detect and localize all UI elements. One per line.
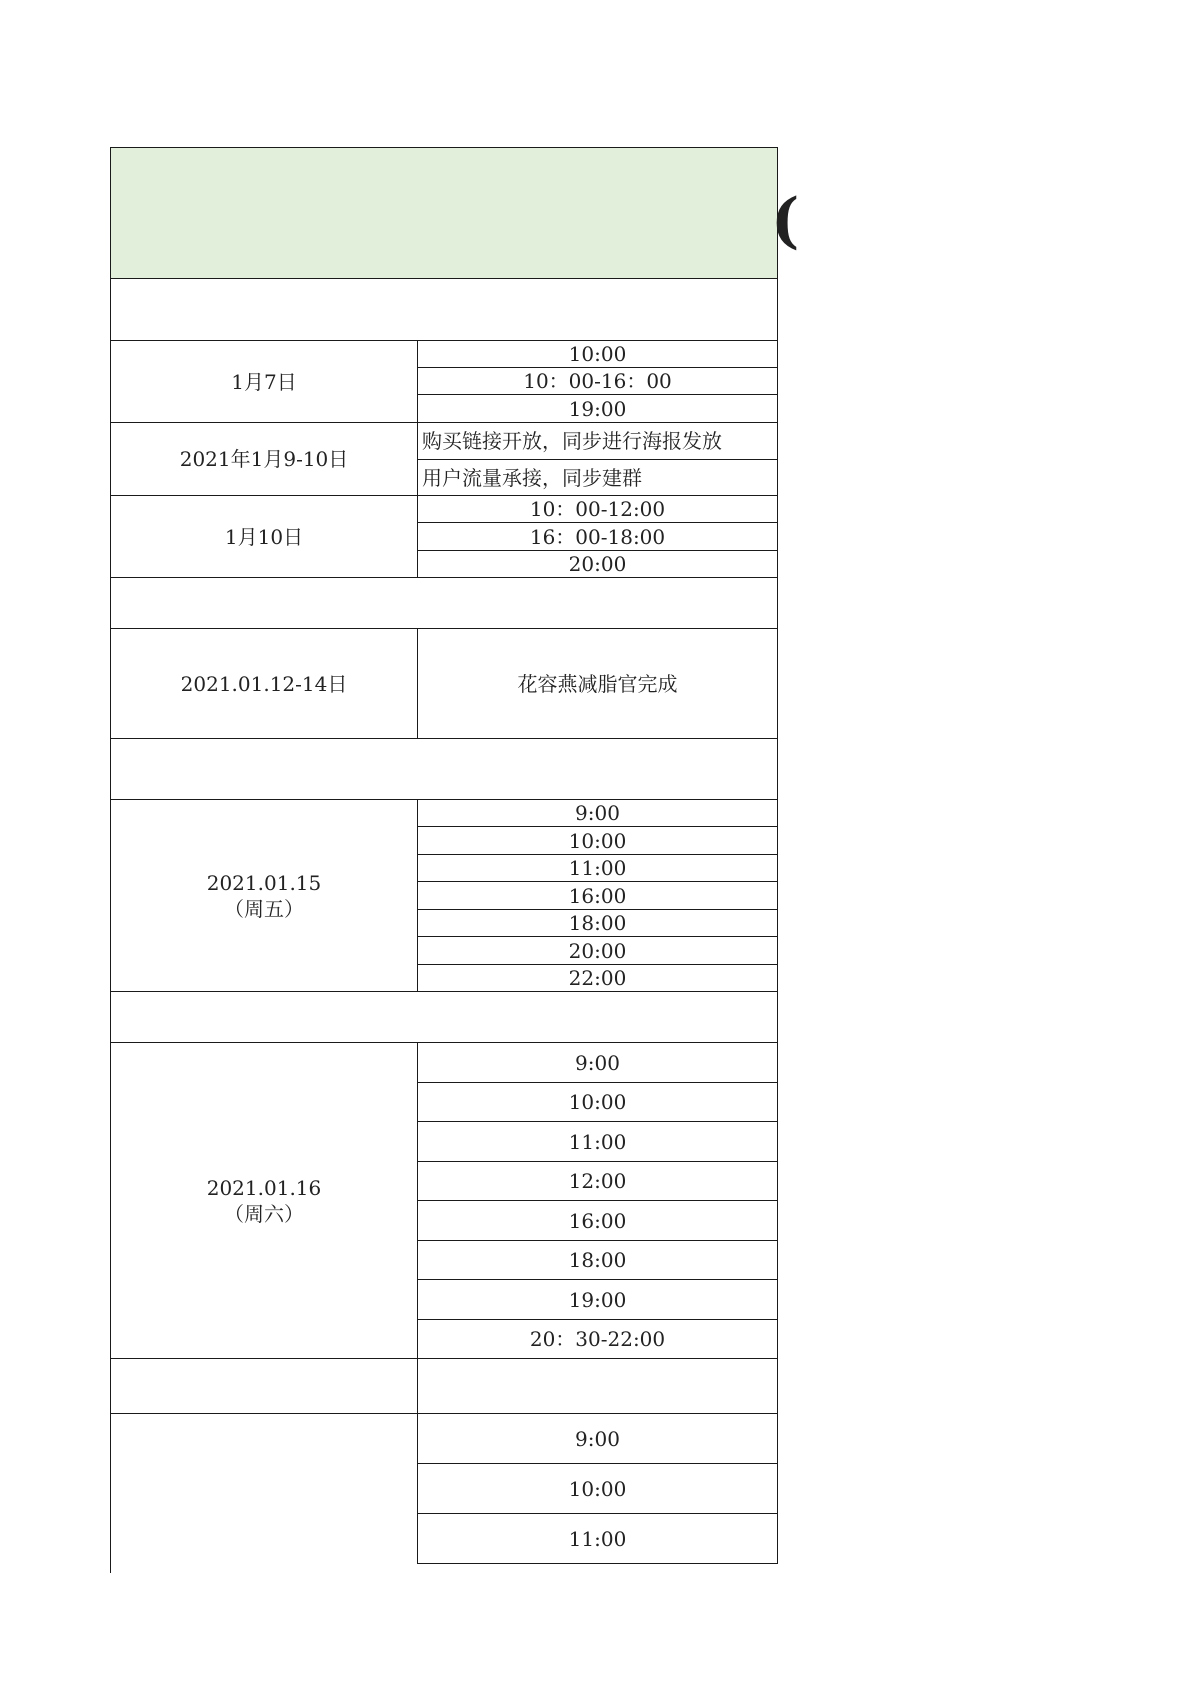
spacer-row <box>110 991 778 1043</box>
sheet-title-banner <box>110 147 800 279</box>
time-cell: 18:00 <box>417 1240 778 1280</box>
activity-cell: 花容燕减脂官完成 <box>417 628 778 739</box>
spacer-row <box>110 278 778 341</box>
time-cell: 11:00 <box>417 854 778 882</box>
time-cell: 19:00 <box>417 394 778 423</box>
time-cell: 16:00 <box>417 1200 778 1241</box>
date-cell <box>110 1413 418 1573</box>
time-cell: 9:00 <box>417 1042 778 1083</box>
time-cell: 12:00 <box>417 1161 778 1201</box>
time-cell: 10：00-16：00 <box>417 367 778 395</box>
date-cell: 2021.01.12-14日 <box>110 628 418 739</box>
sheet-title: ( <box>771 186 800 256</box>
activity-cell: 购买链接开放，同步进行海报发放 <box>417 422 778 460</box>
time-cell: 10:00 <box>417 340 778 368</box>
time-cell: 10：00-12:00 <box>417 495 778 523</box>
date-cell: 2021.01.15 （周五） <box>110 799 418 992</box>
time-cell: 19:00 <box>417 1279 778 1320</box>
spacer-cell <box>110 1358 418 1414</box>
date-cell: 2021.01.16 （周六） <box>110 1042 418 1359</box>
time-cell: 20:00 <box>417 550 778 578</box>
time-cell: 16:00 <box>417 881 778 910</box>
date-cell: 1月7日 <box>110 340 418 423</box>
time-cell: 18:00 <box>417 909 778 937</box>
time-cell: 20：30-22:00 <box>417 1319 778 1359</box>
time-cell: 16：00-18:00 <box>417 522 778 551</box>
time-cell: 10:00 <box>417 1463 778 1514</box>
spacer-row <box>110 577 778 629</box>
date-cell: 2021年1月9-10日 <box>110 422 418 496</box>
time-cell: 22:00 <box>417 964 778 992</box>
time-cell: 11:00 <box>417 1513 778 1564</box>
spacer-row <box>110 738 778 800</box>
time-cell: 20:00 <box>417 936 778 965</box>
time-cell: 10:00 <box>417 826 778 855</box>
time-cell: 9:00 <box>417 1413 778 1464</box>
activity-cell: 用户流量承接，同步建群 <box>417 459 778 496</box>
spacer-cell <box>417 1358 778 1414</box>
date-cell: 1月10日 <box>110 495 418 578</box>
time-cell: 11:00 <box>417 1121 778 1162</box>
time-cell: 9:00 <box>417 799 778 827</box>
time-cell: 10:00 <box>417 1082 778 1122</box>
